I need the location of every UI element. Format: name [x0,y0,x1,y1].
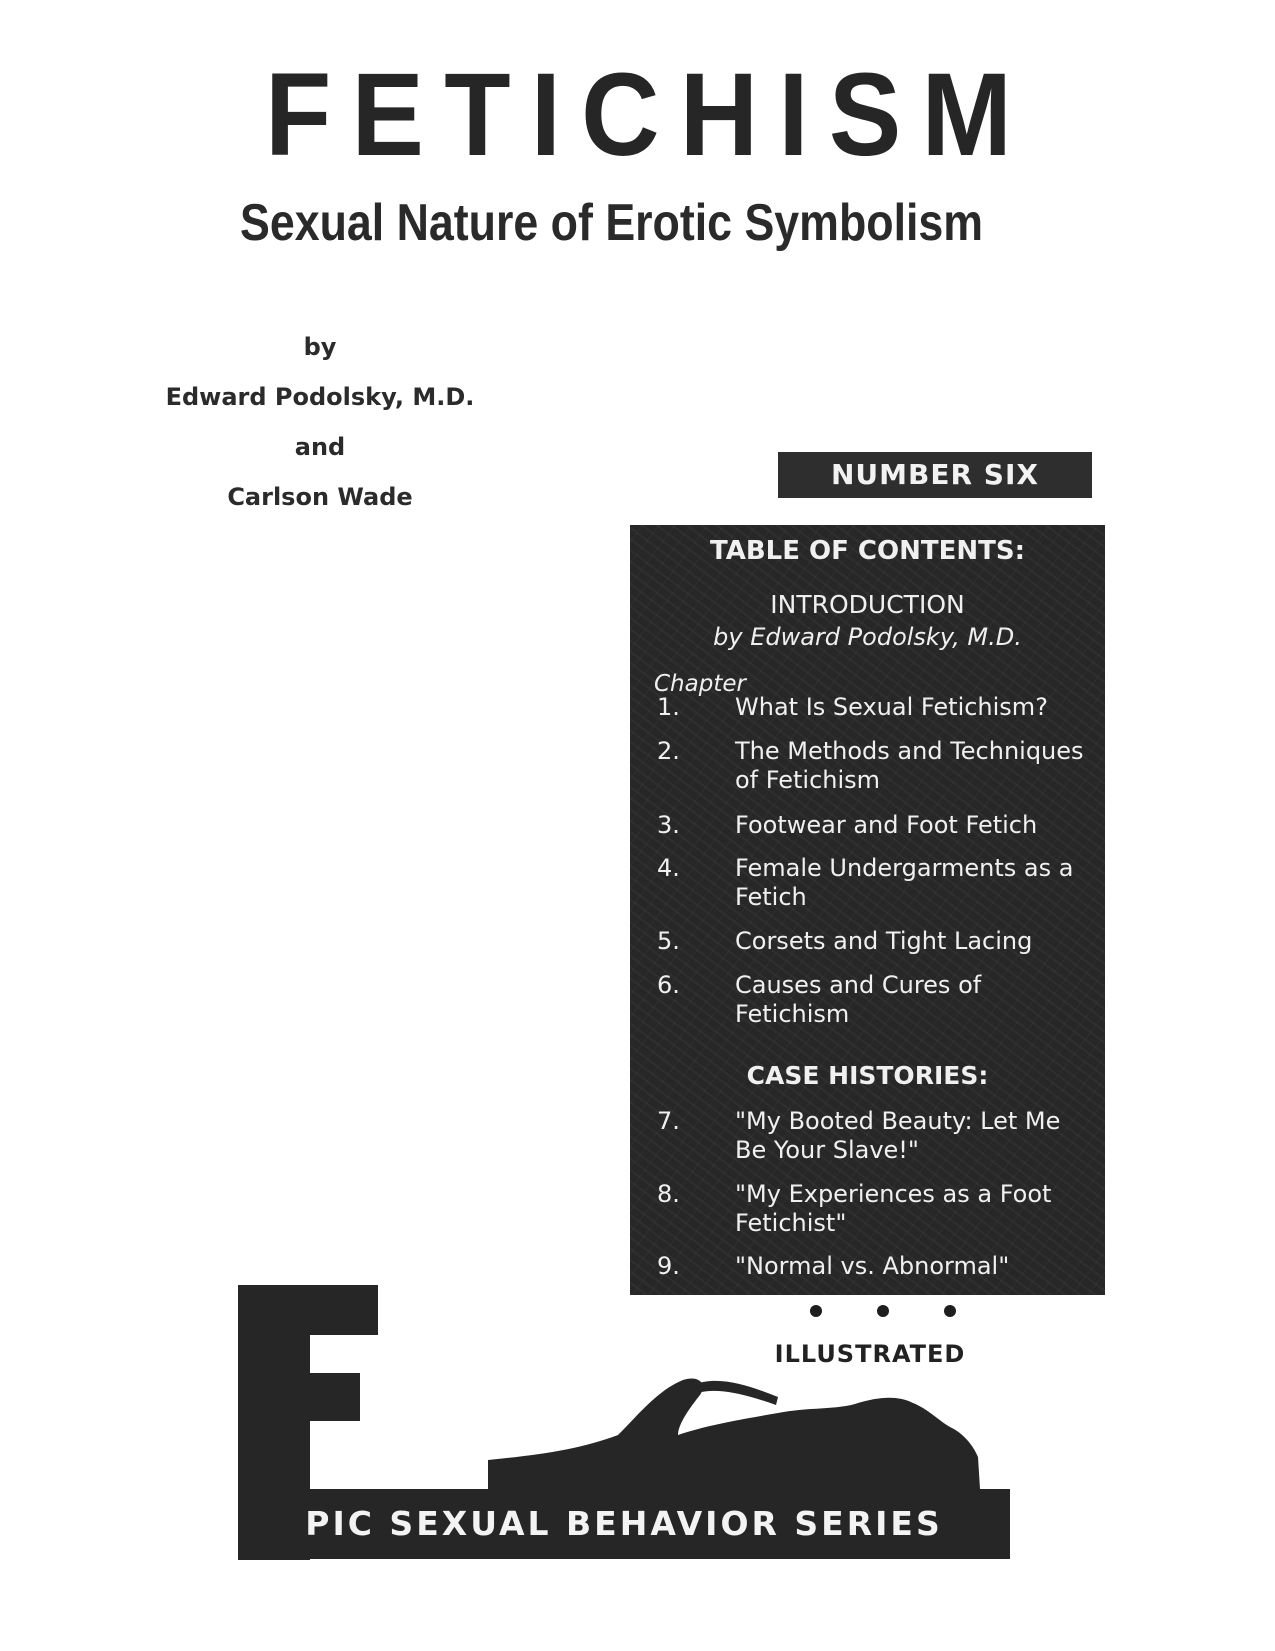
toc-entry-title: Footwear and Foot Fetich [735,811,1038,839]
reclining-figure-silhouette [488,1378,980,1489]
toc-entry-title: "My Booted Beauty: Let Me [735,1107,1061,1135]
author-name: Edward Podolsky, M.D. [165,383,475,411]
toc-entry-number: 3. [657,811,680,839]
toc-entry-title-cont: Fetich [735,883,807,911]
toc-chapter-label: Chapter [654,671,746,697]
toc-entry-title-cont: Be Your Slave!" [735,1136,919,1164]
toc-entry-number: 9. [657,1252,680,1280]
toc-entry-title-cont: of Fetichism [735,766,881,794]
author-name: Carlson Wade [227,483,413,511]
toc-entry-number: 5. [657,927,680,955]
toc-entry-title-cont: Fetichist" [735,1209,847,1237]
series-name-banner: PIC SEXUAL BEHAVIOR SERIES [238,1489,1010,1559]
toc-entry-title: Female Undergarments as a [735,854,1074,882]
table-of-contents [630,525,1105,1295]
toc-entry-number: 8. [657,1180,680,1208]
toc-entry-title: Causes and Cures of [735,971,982,999]
toc-entry-title: Corsets and Tight Lacing [735,927,1033,955]
figure-arm [693,1381,778,1405]
book-title: FETICHISM [265,49,1033,181]
toc-entry-title: The Methods and Techniques [735,737,1084,765]
toc-heading: TABLE OF CONTENTS: [709,536,1025,566]
toc-entry-title: "My Experiences as a Foot [735,1180,1052,1208]
issue-number-label: NUMBER SIX [778,452,1092,498]
toc-entry-title: What Is Sexual Fetichism? [735,693,1048,721]
toc-entry-number: 1. [657,693,680,721]
byline [145,330,495,530]
byline-by: by [303,333,337,361]
illustrated-label: ILLUSTRATED [774,1340,966,1368]
toc-entry-number: 2. [657,737,680,765]
toc-entry-number: 7. [657,1107,680,1135]
byline-and: and [294,433,346,461]
toc-entry-number: 4. [657,854,680,882]
toc-entry-number: 6. [657,971,680,999]
book-subtitle: Sexual Nature of Erotic Symbolism [240,194,984,252]
toc-introduction-author: by Edward Podolsky, M.D. [713,623,1022,651]
toc-case-histories-heading: CASE HISTORIES: [746,1061,989,1090]
toc-introduction: INTRODUCTION [770,590,965,619]
toc-entry-title-cont: Fetichism [735,1000,850,1028]
toc-entry-title: "Normal vs. Abnormal" [735,1252,1010,1280]
